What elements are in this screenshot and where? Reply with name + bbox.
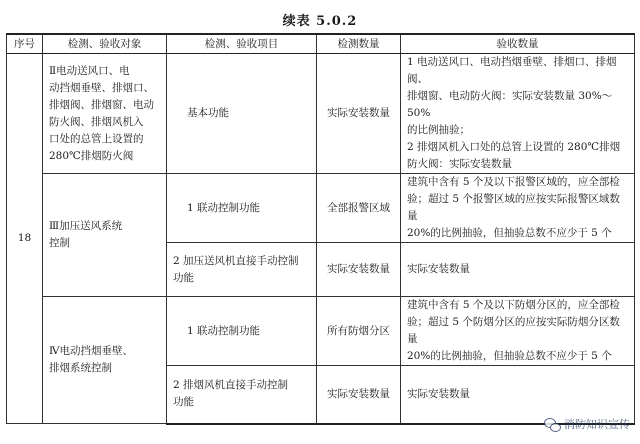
header-quantity: 检测数量 (317, 34, 401, 54)
acceptance-line: 排烟窗、电动防火阀：实际安装数量 30%～50% (407, 90, 613, 119)
acceptance-line: 建筑中含有 5 个及以下防烟分区的，应全部检 (407, 299, 620, 311)
object-line: 控制 (49, 237, 70, 249)
item-text: 1 联动控制功能 (187, 324, 261, 337)
object-cell (43, 54, 167, 174)
acceptance-cell (401, 54, 635, 174)
quantity-cell: 所有防烟分区 (317, 297, 401, 366)
watermark-text: 消防知识宣传 (564, 418, 630, 431)
item-cell (167, 54, 317, 174)
object-cell (43, 174, 167, 297)
acceptance-cell (401, 366, 635, 424)
object-line: 排烟系统控制 (49, 362, 112, 374)
acceptance-line: 验；超过 5 个报警区域的应按实际报警区域数量 (407, 193, 620, 222)
table-row (7, 174, 635, 243)
item-cell (167, 366, 317, 424)
table-row (7, 54, 635, 174)
acceptance-line: 1 电动送风口、电动挡烟垂壁、排烟口、排烟阀、 (407, 56, 617, 85)
header-object: 检测、验收对象 (43, 34, 167, 54)
acceptance-cell (401, 243, 635, 297)
acceptance-line: 20%的比例抽验，但抽验总数不应少于 5 个 (407, 227, 612, 239)
row-number: 18 (7, 54, 43, 424)
acceptance-line: 实际安装数量 (407, 263, 470, 275)
item-text: 基本功能 (187, 107, 229, 119)
quantity-cell: 实际安装数量 (317, 243, 401, 297)
item-text: 功能 (173, 396, 194, 409)
acceptance-line: 20%的比例抽验，但抽验总数不应少于 5 个 (407, 350, 612, 362)
item-text: 1 联动控制功能 (187, 201, 261, 214)
wechat-icon (544, 418, 560, 431)
acceptance-line: 实际安装数量 (407, 387, 470, 400)
object-line: 排烟阀、排烟窗、电动 (49, 98, 154, 111)
quantity-cell: 实际安装数量 (317, 54, 401, 174)
table-row (7, 297, 635, 366)
object-line: Ⅳ电动挡烟垂壁、 (49, 345, 133, 357)
acceptance-line: 2 排烟风机入口处的总管上设置的 280℃排烟 (407, 141, 621, 153)
object-line: Ⅲ加压送风系统 (49, 220, 123, 232)
table-header-row (7, 34, 635, 54)
object-line: 280℃排烟防火阀 (49, 149, 134, 162)
item-text: 功能 (173, 271, 194, 284)
acceptance-cell (401, 297, 635, 366)
acceptance-line: 验；超过 5 个防烟分区的应按实际防烟分区数量 (407, 316, 620, 345)
header-acceptance: 验收数量 (401, 34, 635, 54)
object-cell (43, 297, 167, 424)
watermark (544, 416, 630, 432)
acceptance-line: 建筑中含有 5 个及以下报警区域的，应全部检 (407, 176, 620, 188)
acceptance-line: 防火阀：实际安装数量 (407, 158, 512, 170)
item-cell (167, 243, 317, 297)
item-text: 2 排烟风机直接手动控制 (173, 379, 289, 392)
item-cell (167, 174, 317, 243)
object-line: Ⅱ电动送风口、电 (49, 64, 130, 77)
acceptance-line: 的比例抽验； (407, 124, 470, 136)
acceptance-table (6, 33, 635, 425)
object-line: 动挡烟垂壁、排烟口、 (49, 81, 154, 94)
quantity-cell: 全部报警区域 (317, 174, 401, 243)
object-line: 口处的总管上设置的 (49, 132, 144, 145)
acceptance-cell (401, 174, 635, 243)
item-text: 2 加压送风机直接手动控制 (173, 254, 299, 267)
object-line: 防火阀、排烟风机入 (49, 115, 144, 128)
table-title: 续表 5.0.2 (282, 14, 358, 29)
quantity-cell: 实际安装数量 (317, 366, 401, 424)
header-item: 检测、验收项目 (167, 34, 317, 54)
header-no: 序号 (7, 34, 43, 54)
item-cell (167, 297, 317, 366)
